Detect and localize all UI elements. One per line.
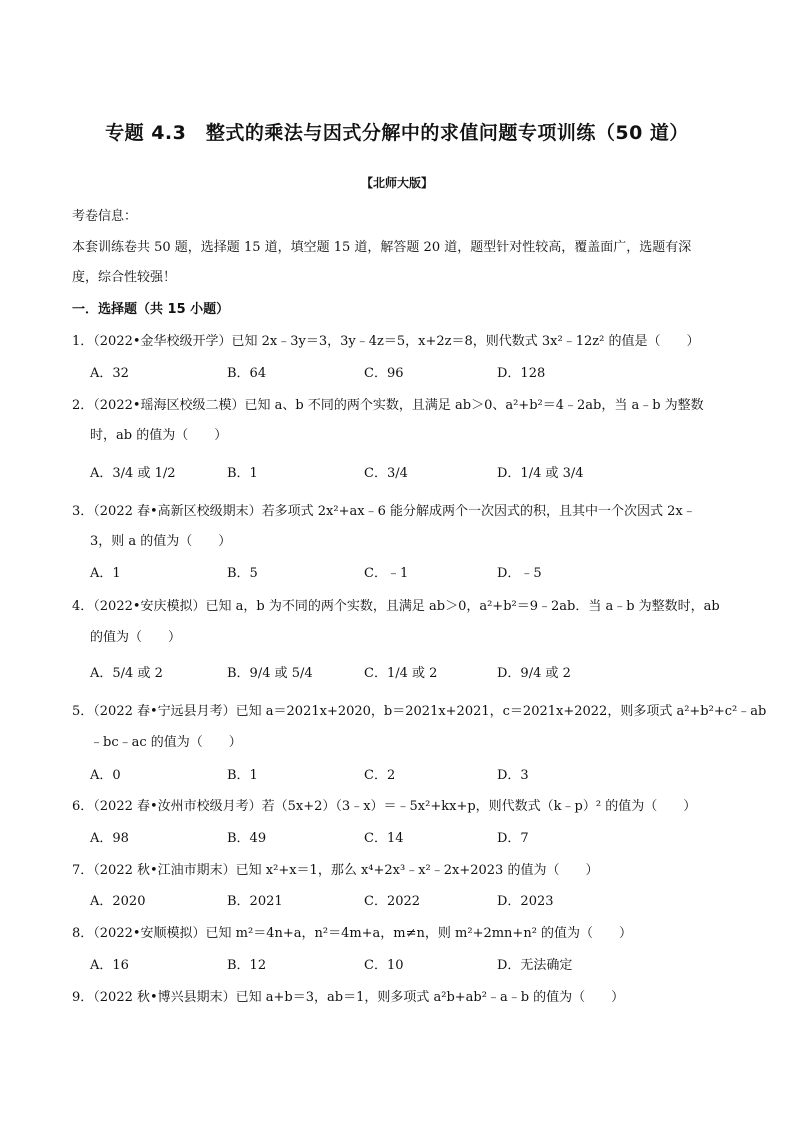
option-c: C．10	[364, 958, 404, 973]
option-d: D．128	[497, 366, 546, 381]
option-a: A．5/4 或 2	[90, 666, 163, 681]
option-d: D．﹣5	[497, 566, 542, 581]
question-5-stem: 5．（2022 春•宁远县月考）已知 a＝2021x+2020，b＝2021x+2021，c＝2021x+2022，则多项式 a²+b²+c²﹣ab	[72, 704, 767, 719]
option-d: D．9/4 或 2	[497, 666, 571, 681]
option-c: C．2	[364, 768, 396, 783]
option-b: B．1	[227, 768, 258, 783]
question-2-stem: 2．（2022•瑶海区校级二模）已知 a、b 不同的两个实数，且满足 ab＞0、a²+b²＝4﹣2ab，当 a﹣b 为整数	[72, 398, 704, 413]
option-c: C．2022	[364, 894, 421, 909]
option-b: B．5	[227, 566, 258, 581]
info-label: 考卷信息：	[72, 209, 138, 224]
page-title: 专题 4.3 整式的乘法与因式分解中的求值问题专项训练（50 道）	[105, 122, 689, 144]
question-4-stem-cont: 的值为（ ）	[90, 630, 182, 645]
question-8-stem: 8．（2022•安顺模拟）已知 m²＝4n+a，n²＝4m+a，m≠n，则 m²+2mn+n² 的值为（ ）	[72, 926, 633, 941]
question-7-stem: 7．（2022 秋•江油市期末）已知 x²+x＝1，那么 x⁴+2x³﹣x²﹣2x+2023 的值为（ ）	[72, 863, 599, 878]
question-3-stem-cont: 3，则 a 的值为（ ）	[90, 534, 232, 549]
option-a: A．3/4 或 1/2	[90, 466, 176, 481]
option-c: C．1/4 或 2	[364, 666, 438, 681]
option-b: B．49	[227, 831, 267, 846]
question-3-stem: 3．（2022 春•高新区校级期末）若多项式 2x²+ax﹣6 能分解成两个一次因式的积，且其中一个次因式 2x﹣	[72, 504, 696, 519]
option-a: A．1	[90, 566, 121, 581]
question-6-stem: 6．（2022 春•汝州市校级月考）若（5x+2）（3﹣x）＝﹣5x²+kx+p，则代数式（k﹣p）² 的值为（ ）	[72, 799, 697, 814]
option-a: A．0	[90, 768, 121, 783]
option-a: A．32	[90, 366, 129, 381]
info-text-line-1: 本套训练卷共 50 题，选择题 15 道，填空题 15 道，解答题 20 道，题型针对性较高，覆盖面广，选题有深	[72, 240, 692, 255]
info-text-line-2: 度，综合性较强！	[72, 270, 177, 285]
option-b: B．12	[227, 958, 267, 973]
option-c: C．3/4	[364, 466, 408, 481]
option-b: B．1	[227, 466, 258, 481]
option-b: B．9/4 或 5/4	[227, 666, 313, 681]
question-4-stem: 4．（2022•安庆模拟）已知 a，b 为不同的两个实数，且满足 ab＞0，a²+b²＝9﹣2ab．当 a﹣b 为整数时，ab	[72, 599, 720, 614]
option-a: A．2020	[90, 894, 146, 909]
question-9-stem: 9．（2022 秋•博兴县期末）已知 a+b＝3，ab＝1，则多项式 a²b+ab²﹣a﹣b 的值为（ ）	[72, 990, 625, 1005]
section-heading: 一．选择题（共 15 小题）	[72, 302, 230, 317]
option-d: D．无法确定	[497, 958, 573, 973]
option-c: C．﹣1	[364, 566, 409, 581]
option-a: A．98	[90, 831, 129, 846]
option-c: C．14	[364, 831, 404, 846]
question-1-stem: 1．（2022•金华校级开学）已知 2x﹣3y＝3，3y﹣4z＝5，x+2z＝8，则代数式 3x²﹣12z² 的值是（ ）	[72, 334, 700, 349]
option-d: D．2023	[497, 894, 554, 909]
option-d: D．7	[497, 831, 529, 846]
option-c: C．96	[364, 366, 404, 381]
question-2-stem-cont: 时，ab 的值为（ ）	[90, 428, 228, 443]
option-d: D．1/4 或 3/4	[497, 466, 584, 481]
option-b: B．2021	[227, 894, 283, 909]
option-d: D．3	[497, 768, 529, 783]
option-a: A．16	[90, 958, 129, 973]
edition-label: 【北师大版】	[360, 176, 433, 190]
question-5-stem-cont: ﹣bc﹣ac 的值为（ ）	[90, 735, 242, 750]
option-b: B．64	[227, 366, 267, 381]
